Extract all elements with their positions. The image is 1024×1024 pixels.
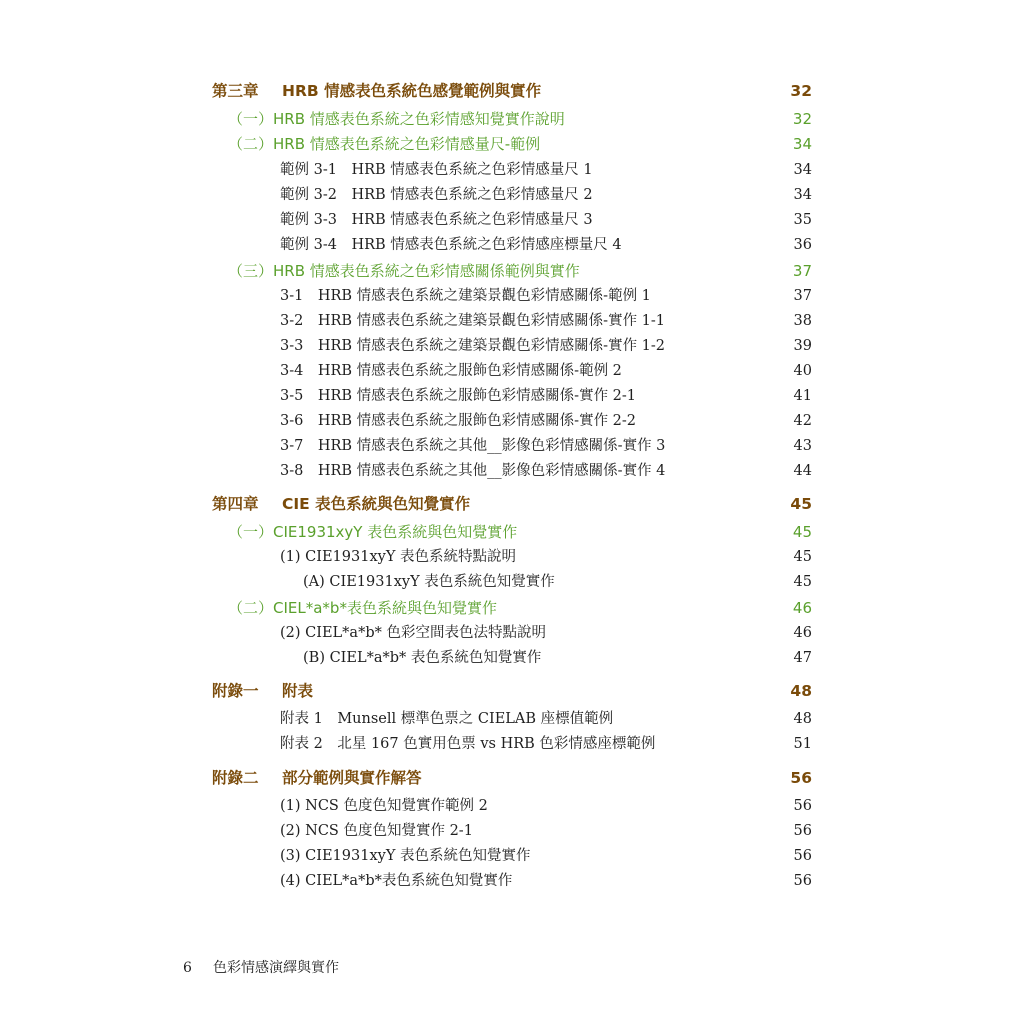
toc-entry-item — [0, 358, 1024, 384]
chapter-number: 附錄二 — [212, 769, 259, 787]
toc-page-number: 45 — [793, 549, 812, 565]
toc-page-number: 48 — [793, 711, 812, 727]
toc-page-number: 46 — [792, 599, 812, 617]
toc-page-number: 41 — [793, 388, 812, 404]
toc-entry-title: 3-1 HRB 情感表色系統之建築景觀色彩情感關係-範例 1 — [280, 288, 651, 304]
toc-entry-title: (A) CIE1931xyY 表色系統色知覺實作 — [303, 574, 555, 590]
toc-entry-title: (1) CIE1931xyY 表色系統特點說明 — [280, 549, 517, 565]
toc-entry-subitem — [0, 645, 1024, 671]
toc-entry-title: (4) CIEL*a*b*表色系統色知覺實作 — [280, 873, 513, 889]
toc-page-number: 44 — [793, 463, 812, 479]
toc-page-number: 56 — [793, 798, 812, 814]
footer-page-number: 6 — [183, 960, 192, 976]
toc-entry-item — [0, 308, 1024, 334]
toc-page-number: 38 — [793, 313, 812, 329]
toc-entry-title: 3-3 HRB 情感表色系統之建築景觀色彩情感關係-實作 1-2 — [280, 338, 666, 354]
chapter-number: 第三章 — [212, 82, 259, 100]
toc-entry-title: (2) NCS 色度色知覺實作 2-1 — [280, 823, 473, 839]
toc-entry-item — [0, 433, 1024, 459]
toc-page-number: 32 — [792, 110, 812, 128]
toc-entry-item — [0, 818, 1024, 844]
toc-page-number: 45 — [790, 495, 812, 513]
toc-entry-title: 附表 1 Munsell 標準色票之 CIELAB 座標值範例 — [280, 711, 614, 727]
chapter-heading — [212, 678, 314, 704]
toc-entry-title: 範例 3-2 HRB 情感表色系統之色彩情感量尺 2 — [280, 187, 593, 203]
toc-entry-chapter — [0, 765, 1024, 791]
toc-entry-item — [0, 383, 1024, 409]
toc-entry-item — [0, 232, 1024, 258]
toc-page-number: 45 — [793, 574, 812, 590]
toc-entry-item — [0, 731, 1024, 757]
toc-page-number: 51 — [793, 736, 812, 752]
toc-page-number: 56 — [793, 848, 812, 864]
toc-entry-title: 3-4 HRB 情感表色系統之服飾色彩情感關係-範例 2 — [280, 363, 622, 379]
toc-entry-subitem — [0, 569, 1024, 595]
toc-entry-title: 範例 3-4 HRB 情感表色系統之色彩情感座標量尺 4 — [280, 237, 622, 253]
toc-entry-title: 3-2 HRB 情感表色系統之建築景觀色彩情感關係-實作 1-1 — [280, 313, 666, 329]
toc-entry-section — [0, 519, 1024, 545]
toc-entry-title: 附表 2 北星 167 色實用色票 vs HRB 色彩情感座標範例 — [280, 736, 656, 752]
toc-entry-title: 3-6 HRB 情感表色系統之服飾色彩情感關係-實作 2-2 — [280, 413, 637, 429]
toc-page-number: 46 — [793, 625, 812, 641]
toc-entry-title: （一）CIE1931xyY 表色系統與色知覺實作 — [228, 523, 518, 541]
toc-entry-item — [0, 157, 1024, 183]
chapter-heading — [212, 491, 471, 517]
chapter-heading — [212, 765, 422, 791]
toc-entry-title: 範例 3-1 HRB 情感表色系統之色彩情感量尺 1 — [280, 162, 593, 178]
toc-entry-item — [0, 843, 1024, 869]
toc-entry-section — [0, 258, 1024, 284]
footer-book-title: 色彩情感演繹與實作 — [213, 960, 339, 976]
toc-page-number: 32 — [790, 82, 812, 100]
toc-entry-title: (2) CIEL*a*b* 色彩空間表色法特點說明 — [280, 625, 546, 641]
page-footer — [183, 957, 339, 977]
toc-entry-item — [0, 458, 1024, 484]
toc-entry-title: 3-7 HRB 情感表色系統之其他__影像色彩情感關係-實作 3 — [280, 438, 666, 454]
toc-entry-title: （二）CIEL*a*b*表色系統與色知覺實作 — [228, 599, 497, 617]
toc-entry-item — [0, 333, 1024, 359]
toc-page-number: 56 — [793, 873, 812, 889]
toc-entry-title: 範例 3-3 HRB 情感表色系統之色彩情感量尺 3 — [280, 212, 593, 228]
toc-page-number: 36 — [793, 237, 812, 253]
toc-page-number: 48 — [790, 682, 812, 700]
toc-entry-item — [0, 182, 1024, 208]
toc-page-number: 34 — [793, 187, 812, 203]
toc-page-number: 45 — [792, 523, 812, 541]
toc-entry-item — [0, 544, 1024, 570]
chapter-title: 部分範例與實作解答 — [282, 769, 422, 787]
toc-entry-title: 3-5 HRB 情感表色系統之服飾色彩情感關係-實作 2-1 — [280, 388, 637, 404]
toc-page-number: 56 — [793, 823, 812, 839]
toc-page-number: 56 — [790, 769, 812, 787]
chapter-title: HRB 情感表色系統色感覺範例與實作 — [282, 82, 542, 100]
toc-page-number: 34 — [792, 135, 812, 153]
toc-entry-section — [0, 106, 1024, 132]
toc-entry-title: （三）HRB 情感表色系統之色彩情感關係範例與實作 — [228, 262, 580, 280]
toc-page-number: 37 — [792, 262, 812, 280]
toc-page-number: 47 — [793, 650, 812, 666]
toc-entry-title: (3) CIE1931xyY 表色系統色知覺實作 — [280, 848, 531, 864]
toc-page-number: 39 — [793, 338, 812, 354]
toc-page-number: 35 — [793, 212, 812, 228]
toc-entry-title: (B) CIEL*a*b* 表色系統色知覺實作 — [303, 650, 542, 666]
toc-entry-title: (1) NCS 色度色知覺實作範例 2 — [280, 798, 488, 814]
toc-entry-item — [0, 706, 1024, 732]
toc-page-number: 43 — [793, 438, 812, 454]
chapter-number: 附錄一 — [212, 682, 259, 700]
toc-entry-item — [0, 207, 1024, 233]
toc-entry-chapter — [0, 78, 1024, 104]
toc-entry-section — [0, 131, 1024, 157]
toc-entry-section — [0, 595, 1024, 621]
toc-entry-chapter — [0, 678, 1024, 704]
toc-entry-title: 3-8 HRB 情感表色系統之其他__影像色彩情感關係-實作 4 — [280, 463, 666, 479]
toc-entry-item — [0, 283, 1024, 309]
toc-entry-title: （一）HRB 情感表色系統之色彩情感知覺實作說明 — [228, 110, 565, 128]
toc-page-number: 42 — [793, 413, 812, 429]
toc-entry-item — [0, 793, 1024, 819]
chapter-title: 附表 — [282, 682, 314, 700]
toc-entry-chapter — [0, 491, 1024, 517]
toc-page-number: 37 — [793, 288, 812, 304]
chapter-title: CIE 表色系統與色知覺實作 — [282, 495, 471, 513]
toc-page-number: 40 — [793, 363, 812, 379]
toc-entry-item — [0, 620, 1024, 646]
toc-entry-item — [0, 408, 1024, 434]
chapter-heading — [212, 78, 542, 104]
toc-page-number: 34 — [793, 162, 812, 178]
chapter-number: 第四章 — [212, 495, 259, 513]
toc-entry-title: （二）HRB 情感表色系統之色彩情感量尺-範例 — [228, 135, 541, 153]
toc-entry-item — [0, 868, 1024, 894]
